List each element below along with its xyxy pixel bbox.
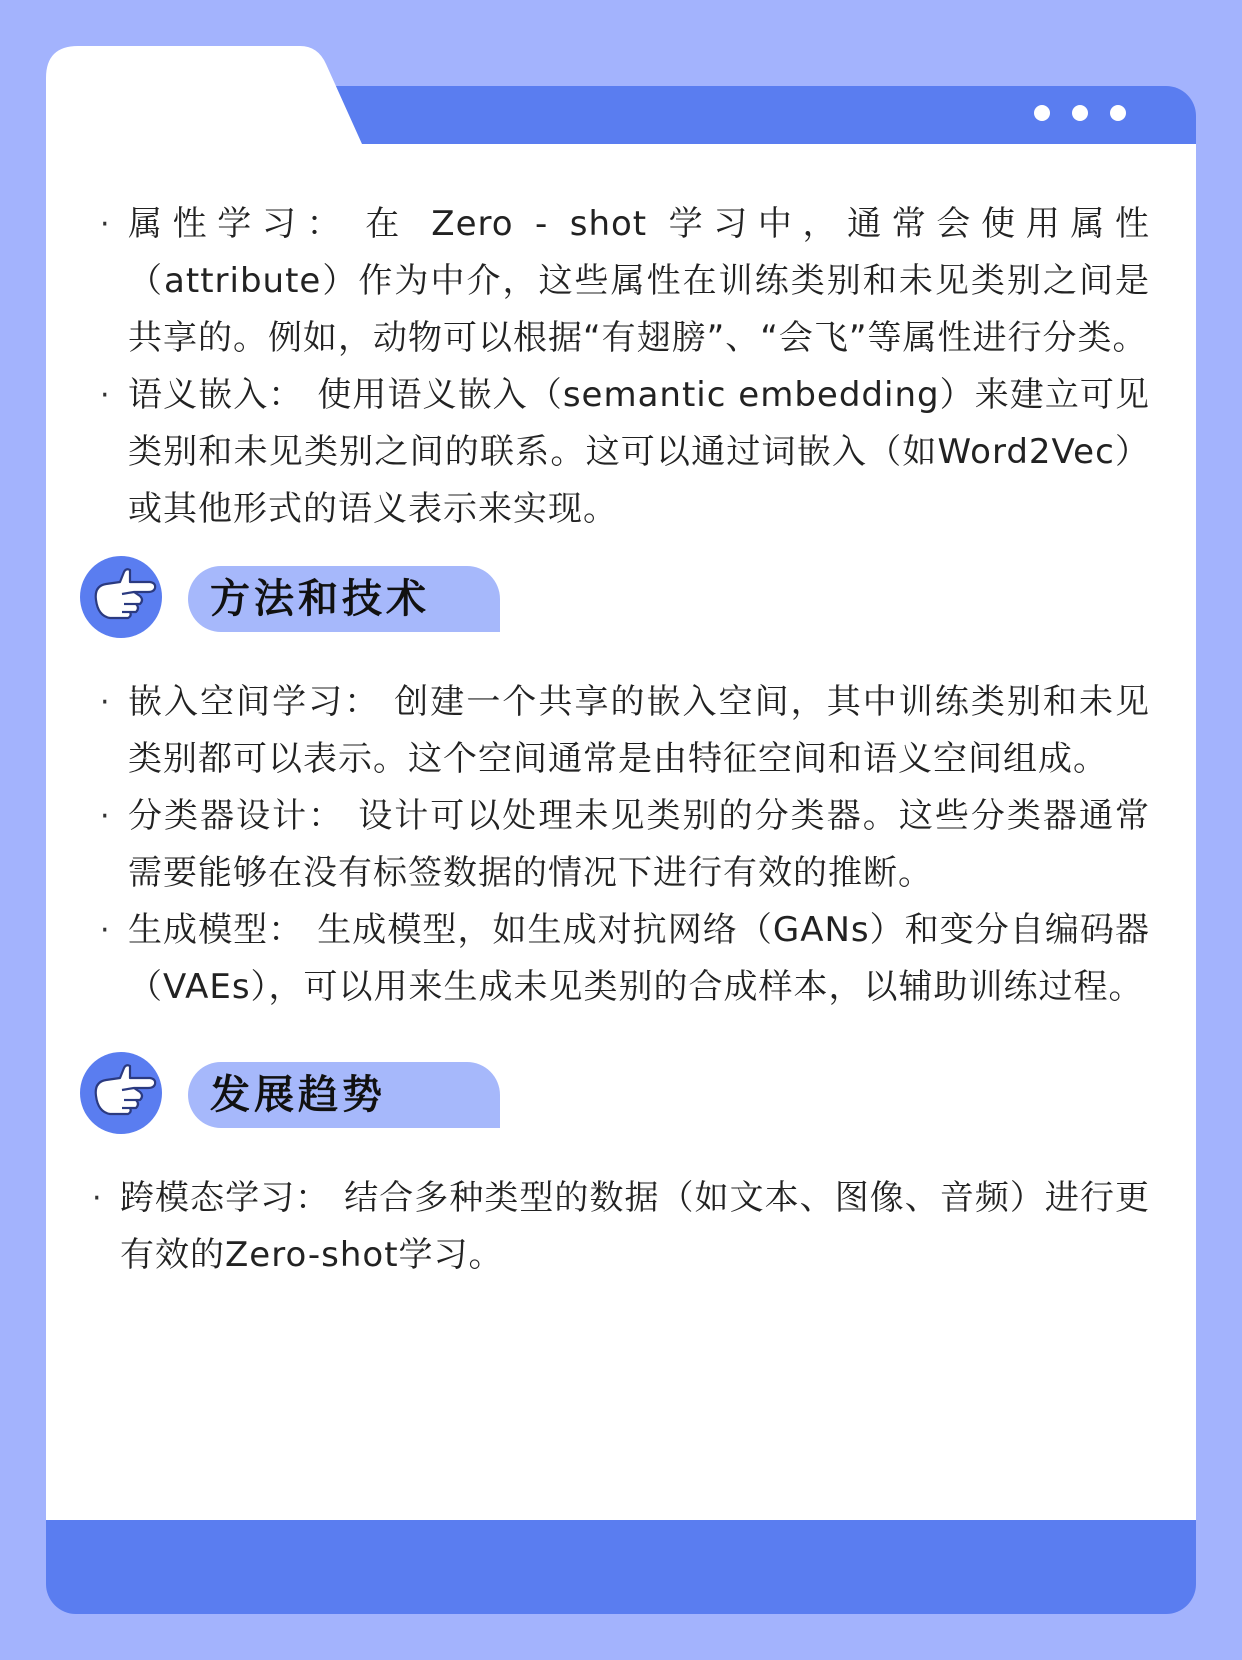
dot-icon [1110,105,1126,121]
bullet-text: 在 Zero - shot 学习中，通常会使用属性（attribute）作为中介，这些属性在训练类别和未见类别之间是共享的。例如，动物可以根据“有翅膀”、“会飞”等属性进行分类。 [128,204,1151,358]
bullet-text: 结合多种类型的数据（如文本、图像、音频）进行更有效的Zero-shot学习。 [120,1178,1151,1275]
bullet-text: 设计可以处理未见类别的分类器。这些分类器通常需要能够在没有标签数据的情况下进行有效的推断。 [128,796,1151,893]
bullet-term: 生成模型： [128,910,304,950]
bullet-text: 创建一个共享的嵌入空间，其中训练类别和未见类别都可以表示。这个空间通常是由特征空间和语义空间组成。 [128,682,1151,779]
bullet-text: 使用语义嵌入（semantic embedding）来建立可见类别和未见类别之间的联系。这可以通过词嵌入（如Word2Vec）或其他形式的语义表示来实现。 [128,375,1150,529]
bullet-item [94,902,1150,1016]
pointing-hand-icon [80,556,162,638]
bullet-text: 生成模型，如生成对抗网络（GANs）和变分自编码器（VAEs），可以用来生成未见类别的合成样本，以辅助训练过程。 [128,910,1150,1007]
bullet-term: 语义嵌入： [128,375,304,415]
bullet-item [94,367,1150,538]
bullet-term: 属性学习： [128,204,352,244]
pointing-hand-icon [80,1052,162,1134]
bullet-item [94,674,1150,788]
section-title: 发展趋势 [210,1072,386,1118]
section-title: 方法和技术 [210,576,430,622]
bullet-term: 分类器设计： [128,796,345,836]
section-heading [80,556,1150,652]
bullet-item [94,788,1150,902]
bullet-item [86,1170,1150,1284]
bullet-term: 嵌入空间学习： [128,682,381,722]
dot-icon [1034,105,1050,121]
section-heading [80,1052,1150,1148]
article-content [94,196,1150,1284]
bullet-item [94,196,1150,367]
dot-icon [1072,105,1088,121]
bullet-term: 跨模态学习： [120,1178,331,1218]
window-dots [1034,105,1126,121]
